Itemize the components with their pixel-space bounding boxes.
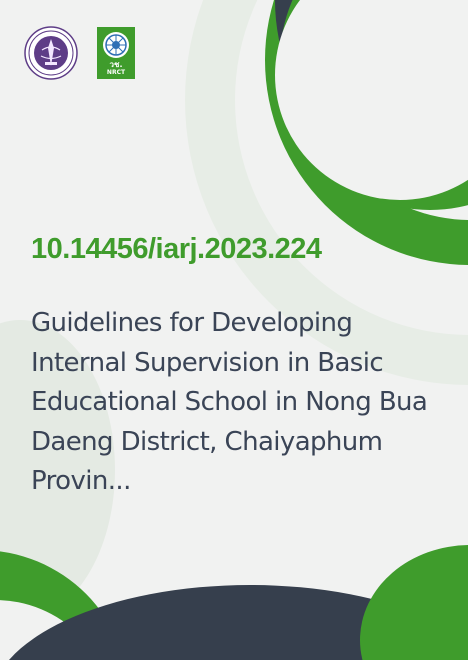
nrct-label: NRCT xyxy=(106,69,126,76)
nrct-wheel-icon xyxy=(102,31,130,59)
nrct-thai-label: วช. xyxy=(109,60,123,69)
green-corner-bottom xyxy=(360,545,468,660)
university-seal-icon xyxy=(24,26,78,80)
logo-row xyxy=(24,26,135,80)
doi-text: 10.14456/iarj.2023.224 xyxy=(31,233,322,265)
nrct-logo-icon xyxy=(97,27,135,79)
article-title: Guidelines for Developing Internal Supervision in Basic Educational School in Nong Bua Daeng District, Chaiyaphum Provin... xyxy=(31,308,428,496)
